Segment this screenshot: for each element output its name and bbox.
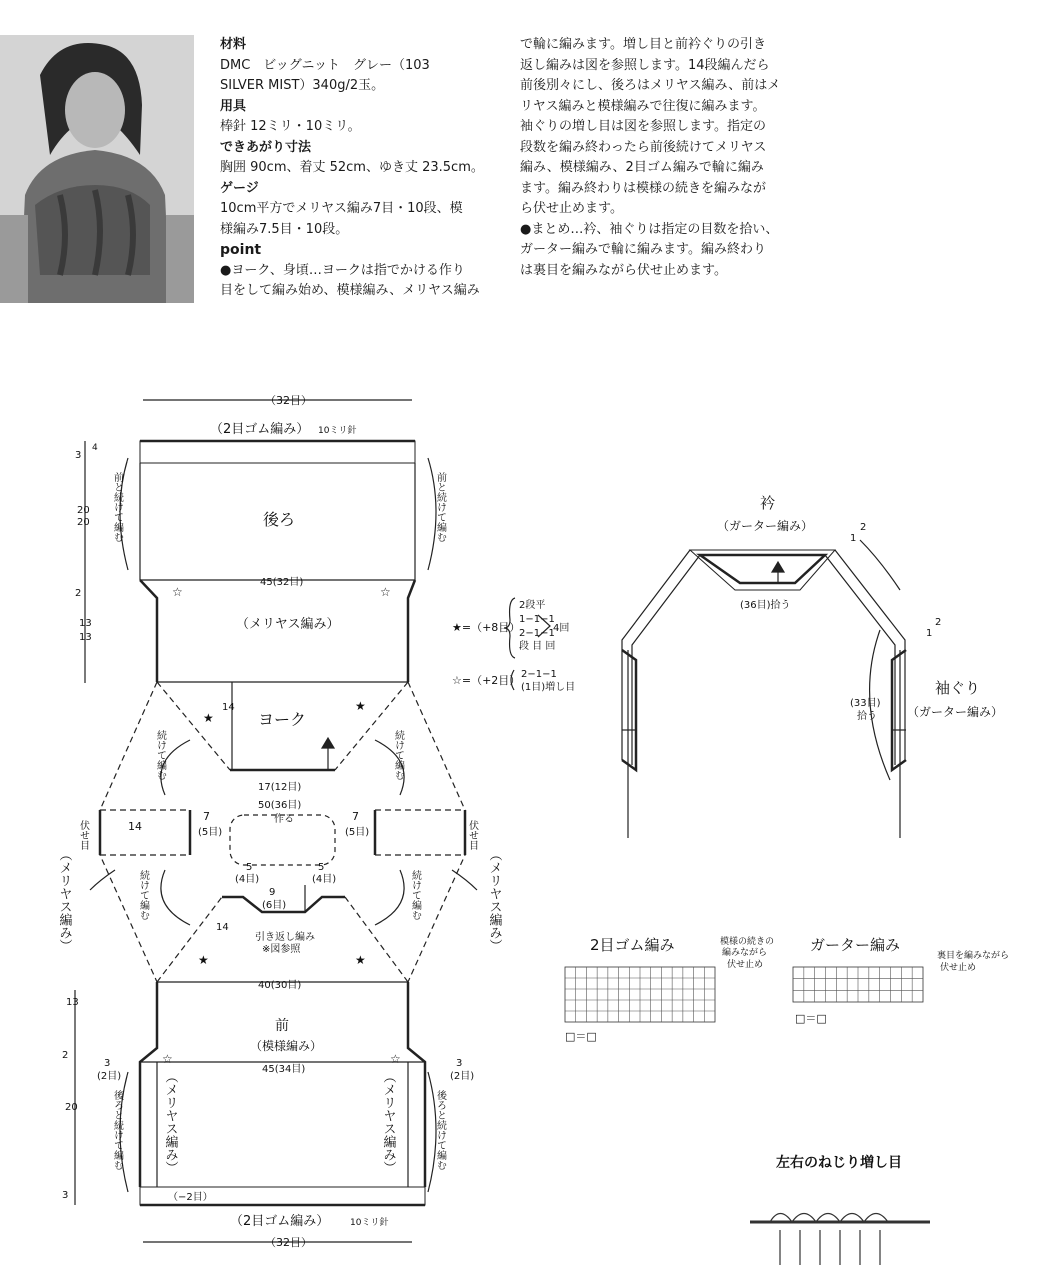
yoke-side-7-right: 7 (352, 810, 359, 823)
black-star-row-4: 段 目 回 (519, 641, 556, 652)
twist-increase-illustration (750, 1214, 930, 1265)
cont-back-left: 後ろと続けて編む (111, 1090, 123, 1170)
sleeve-stockinette-left: （メリヤス編み） (56, 848, 72, 952)
armhole-rows-2: 2 (935, 617, 942, 628)
materials-line-2: SILVER MIST）340g/2玉。 (220, 78, 385, 93)
garter-chart-grid (793, 967, 923, 1002)
front-neck-9: 9 (269, 887, 276, 898)
minus2-label: （−2目） (168, 1192, 213, 1203)
rib-chart-note-3: 伏せ止め (727, 960, 764, 970)
bind-off-right: 伏せ目 (466, 820, 478, 850)
yoke-label: ヨーク (258, 710, 307, 729)
white-star-3: ☆ (162, 1052, 173, 1066)
garter-legend: □＝□ (795, 1012, 827, 1025)
point-line-1: ●ヨーク、身頃…ヨークは指でかける作り (220, 262, 465, 278)
rib-chart-note-1: 模様の続きの (720, 937, 775, 947)
front-rows-2: 2 (62, 1050, 69, 1061)
twist-increase-title: 左右のねじり増し目 (776, 1155, 902, 1171)
size-line: 胸囲 90cm、着丈 52cm、ゆき丈 23.5cm。 (220, 160, 484, 175)
front-rows-13: 13 (66, 997, 79, 1008)
front-inc-3-left: 3 (104, 1058, 111, 1069)
point-cont-3: 前後別々にし、後ろはメリヤス編み、前はメ (520, 78, 781, 93)
point-cont-8: ます。編み終わりは模様の続きを編みなが (520, 180, 766, 196)
bind-off-left: 伏せ目 (77, 820, 89, 850)
materials-heading: 材料 (220, 37, 247, 52)
rib-bottom-label: （2目ゴム編み） (230, 1214, 330, 1229)
black-star-legend: ★=（+8目） (452, 621, 521, 634)
top-width-label: （32目） (265, 394, 312, 407)
rib-legend: □＝□ (565, 1030, 597, 1043)
white-star-row-1: 2−1−1 (521, 669, 557, 680)
back-rows-2: 2 (75, 588, 82, 599)
yoke-side-5me-right: (5目) (345, 827, 370, 838)
back-width-label: 45(32目) (260, 577, 304, 588)
black-star-4: ★ (355, 953, 366, 967)
front-rows-20: 20 (65, 1102, 78, 1113)
black-star-1: ★ (203, 711, 214, 725)
armhole-pick: (33目) (850, 698, 881, 709)
garter-chart-note-1: 裏目を編みながら (937, 951, 1010, 961)
neck-rows-1: 1 (850, 533, 857, 544)
gauge-line-1: 10cm平方でメリヤス編み7目・10段、模 (220, 201, 463, 216)
front-rows-3: 3 (62, 1190, 69, 1201)
front-inc-3-right: 3 (456, 1058, 463, 1069)
neck-pickup: (36目)拾う (740, 600, 791, 611)
black-star-3: ★ (198, 953, 209, 967)
point-cont-2: 返し編みは図を参照します。14段編んだら (520, 57, 770, 73)
cont-yoke-4: 続けて編む (409, 870, 421, 920)
point-cont-5: 袖ぐりの増し目は図を参照します。指定の (520, 119, 766, 134)
front-pattern-label: （模様編み） (250, 1039, 323, 1053)
cont-front-right: 前と続けて編む (434, 472, 446, 542)
back-rows-13b: 13 (79, 632, 92, 643)
short-rows-label: 引き返し編み (255, 932, 315, 943)
cast-on-label: 50(36目) (258, 800, 302, 811)
tools-heading: 用具 (220, 98, 247, 114)
white-star-4: ☆ (390, 1052, 401, 1066)
sleeve-stockinette-right: （メリヤス編み） (486, 848, 502, 952)
rib-chart-grid (565, 967, 715, 1022)
back-rows-20: 20 (77, 505, 90, 516)
materials-line-1: DMC ビッグニット グレー（103 (220, 57, 430, 73)
back-rows-13: 13 (79, 618, 92, 629)
point-cont-1: で輪に編みます。増し目と前衿ぐりの引き (520, 37, 766, 52)
front-neck-5-left: 5 (246, 862, 253, 873)
cont-back-right: 後ろと続けて編む (434, 1090, 446, 1170)
needle-bottom-label: 10ミリ針 (350, 1218, 389, 1228)
needle-top-label: 10ミリ針 (318, 426, 357, 436)
armhole-pick-2: 拾う (857, 711, 877, 722)
point-heading: point (220, 242, 262, 258)
white-star-1: ☆ (172, 585, 183, 599)
garter-chart-title: ガーター編み (810, 936, 901, 954)
white-star-legend: ☆=（+2目） (452, 674, 521, 687)
armhole-title: 袖ぐり (935, 679, 981, 697)
cont-front-left: 前と続けて編む (111, 472, 123, 542)
neck-sub: （ガーター編み） (717, 519, 814, 533)
front-neck-4me-left: (4目) (235, 874, 260, 885)
front-inc-2me-left: (2目) (97, 1071, 122, 1082)
front-width-label: 45(34目) (262, 1064, 306, 1075)
front-stockinette-right: （メリヤス編み） (380, 1070, 396, 1174)
front-neck-5-right: 5 (318, 862, 325, 873)
see-diagram-label: ※図参照 (262, 944, 301, 955)
black-star-2: ★ (355, 699, 366, 713)
front-top-label: 40(30目) (258, 980, 302, 991)
cont-yoke-2: 続けて編む (392, 730, 404, 780)
back-rows-20b: 20 (77, 517, 90, 528)
cont-yoke-1: 続けて編む (154, 730, 166, 780)
front-label: 前 (275, 1018, 289, 1034)
front-inc-2me-right: (2目) (450, 1071, 475, 1082)
armhole-sub: （ガーター編み） (907, 705, 1004, 719)
back-stockinette-label: （メリヤス編み） (236, 617, 340, 632)
finishing-line-2: ガーター編みで輪に編みます。編み終わり (520, 242, 766, 257)
yoke-side-14-left: 14 (128, 820, 142, 833)
rib-chart-title: 2目ゴム編み (590, 936, 675, 954)
bottom-width-label: （32目） (265, 1236, 312, 1249)
front-stockinette-left: （メリヤス編み） (162, 1070, 178, 1174)
cast-on-sub: 作る (274, 814, 294, 825)
finishing-line-1: ●まとめ…衿、袖ぐりは指定の目数を拾い、 (520, 221, 779, 237)
size-heading: できあがり寸法 (220, 139, 312, 155)
point-line-2: 目をして編み始め、模様編み、メリヤス編み (220, 283, 480, 298)
black-star-row-3: 2−1−1 (519, 628, 555, 639)
garter-chart-note-2: 伏せ止め (940, 963, 977, 973)
point-cont-7: 編み、模様編み、2目ゴム編みで輪に編み (520, 160, 764, 175)
rib-chart-note-2: 編みながら (722, 948, 768, 958)
point-cont-6: 段数を編み終わったら前後続けてメリヤス (520, 139, 767, 155)
yoke-rows-14: 14 (222, 702, 235, 713)
front-neck-6me: (6目) (262, 900, 287, 911)
front-rows-14: 14 (216, 922, 229, 933)
front-neck-4me-right: (4目) (312, 874, 337, 885)
rib-rows-4: 4 (92, 443, 98, 453)
black-star-row-1: 2段平 (519, 600, 546, 611)
neck-rows-2: 2 (860, 522, 867, 533)
neck-title: 衿 (760, 494, 776, 512)
rib-rows-3: 3 (75, 450, 82, 461)
back-label: 後ろ (263, 510, 296, 529)
armhole-rows-1: 1 (926, 628, 933, 639)
gauge-heading: ゲージ (220, 180, 259, 196)
yoke-side-5me-left: (5目) (198, 827, 223, 838)
point-cont-9: ら伏せ止めます。 (520, 201, 623, 216)
white-star-2: ☆ (380, 585, 391, 599)
white-star-row-2: (1目)増し目 (521, 682, 576, 693)
yoke-side-7-left: 7 (203, 810, 210, 823)
rib-top-label: （2目ゴム編み） (210, 422, 310, 437)
gauge-line-2: 様編み7.5目・10段。 (220, 221, 349, 237)
finishing-line-3: は裏目を編みながら伏せ止めます。 (520, 262, 727, 278)
black-star-row-2: 1−1−1 (519, 614, 555, 625)
cont-yoke-3: 続けて編む (137, 870, 149, 920)
yoke-bottom-label: 17(12目) (258, 782, 302, 793)
point-cont-4: リヤス編みと模様編みで往復に編みます。 (520, 98, 766, 114)
tools-line: 棒針 12ミリ・10ミリ。 (220, 119, 361, 134)
black-star-times: 4回 (553, 623, 570, 634)
